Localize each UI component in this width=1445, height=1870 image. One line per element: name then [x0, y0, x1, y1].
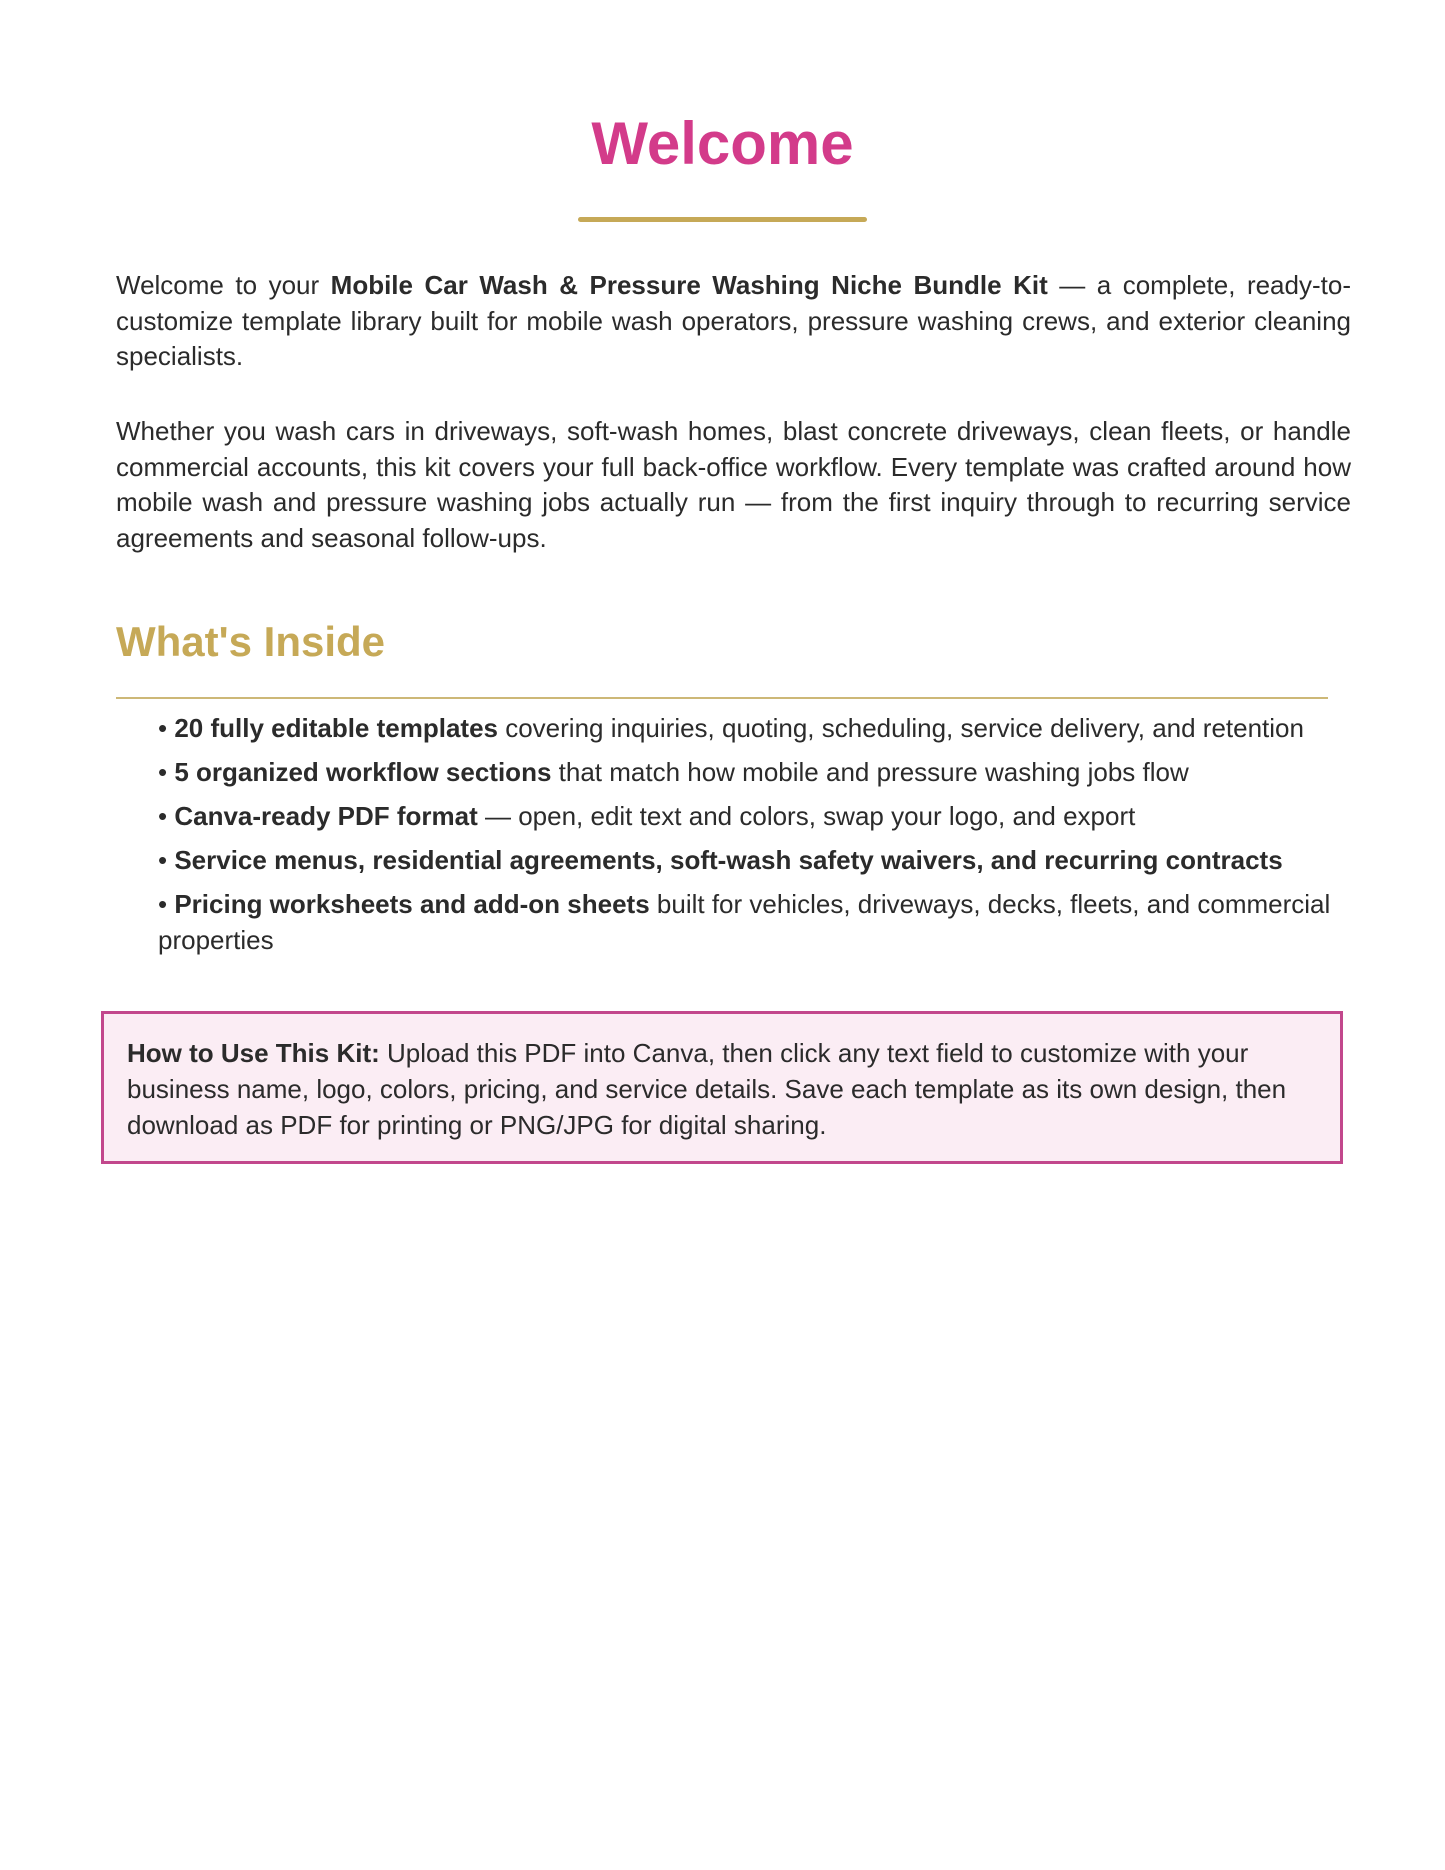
whats-inside-list — [158, 710, 1338, 966]
list-item-bold: Canva-ready PDF format — [174, 801, 478, 831]
list-item — [158, 798, 1338, 834]
bullet-marker: • — [158, 801, 175, 831]
page-title: Welcome — [591, 110, 854, 177]
intro-paragraph-1 — [116, 268, 1351, 375]
bullet-marker: • — [158, 757, 175, 787]
how-to-text: Upload this PDF into Canva, then click any text field to customize with your business name, logo, colors, pricing, and service details. Save each template as its own design, then download as PDF for printing or PNG/JPG for digital sharing. — [127, 1038, 1287, 1140]
list-item-bold: Pricing worksheets and add-on sheets — [174, 889, 650, 919]
how-to-callout — [101, 1011, 1343, 1164]
bullet-marker: • — [158, 889, 175, 919]
list-item — [158, 710, 1338, 746]
list-item-text: — open, edit text and colors, swap your logo, and export — [477, 801, 1136, 831]
bullet-marker: • — [158, 713, 175, 743]
product-name: Mobile Car Wash & Pressure Washing Niche Bundle Kit — [330, 270, 1048, 300]
whats-inside-divider — [116, 697, 1328, 699]
how-to-label: How to Use This Kit: — [127, 1038, 380, 1068]
list-item — [158, 754, 1338, 790]
intro-text-lead: Welcome to your — [116, 270, 331, 300]
list-item-bold: Service menus, residential agreements, soft-wash safety waivers, and recurring contracts — [174, 845, 1283, 875]
list-item — [158, 842, 1338, 878]
list-item-text: that match how mobile and pressure washing jobs flow — [551, 757, 1189, 787]
whats-inside-heading: What's Inside — [116, 618, 386, 665]
title-underline — [578, 217, 867, 222]
list-item-bold: 20 fully editable templates — [174, 713, 498, 743]
list-item-text: built for vehicles, driveways, decks, fleets, and commercial properties — [158, 889, 1331, 955]
bullet-marker: • — [158, 845, 175, 875]
list-item-bold: 5 organized workflow sections — [174, 757, 552, 787]
list-item-text: covering inquiries, quoting, scheduling, service delivery, and retention — [498, 713, 1304, 743]
intro-paragraph-2: Whether you wash cars in driveways, soft-wash homes, blast concrete driveways, clean fleets, or handle commercial accounts, this kit covers your full back-office workflow. Every template was crafted around how mobile wash and pressure washing jobs actually run — from the first inquiry through to recurring service agreements and seasonal follow-ups. — [116, 416, 1351, 553]
list-item — [158, 886, 1338, 958]
intro-text-tail: — a complete, ready-to-customize template library built for mobile wash operators, pressure washing crews, and exterior cleaning specialists. — [116, 270, 1351, 371]
